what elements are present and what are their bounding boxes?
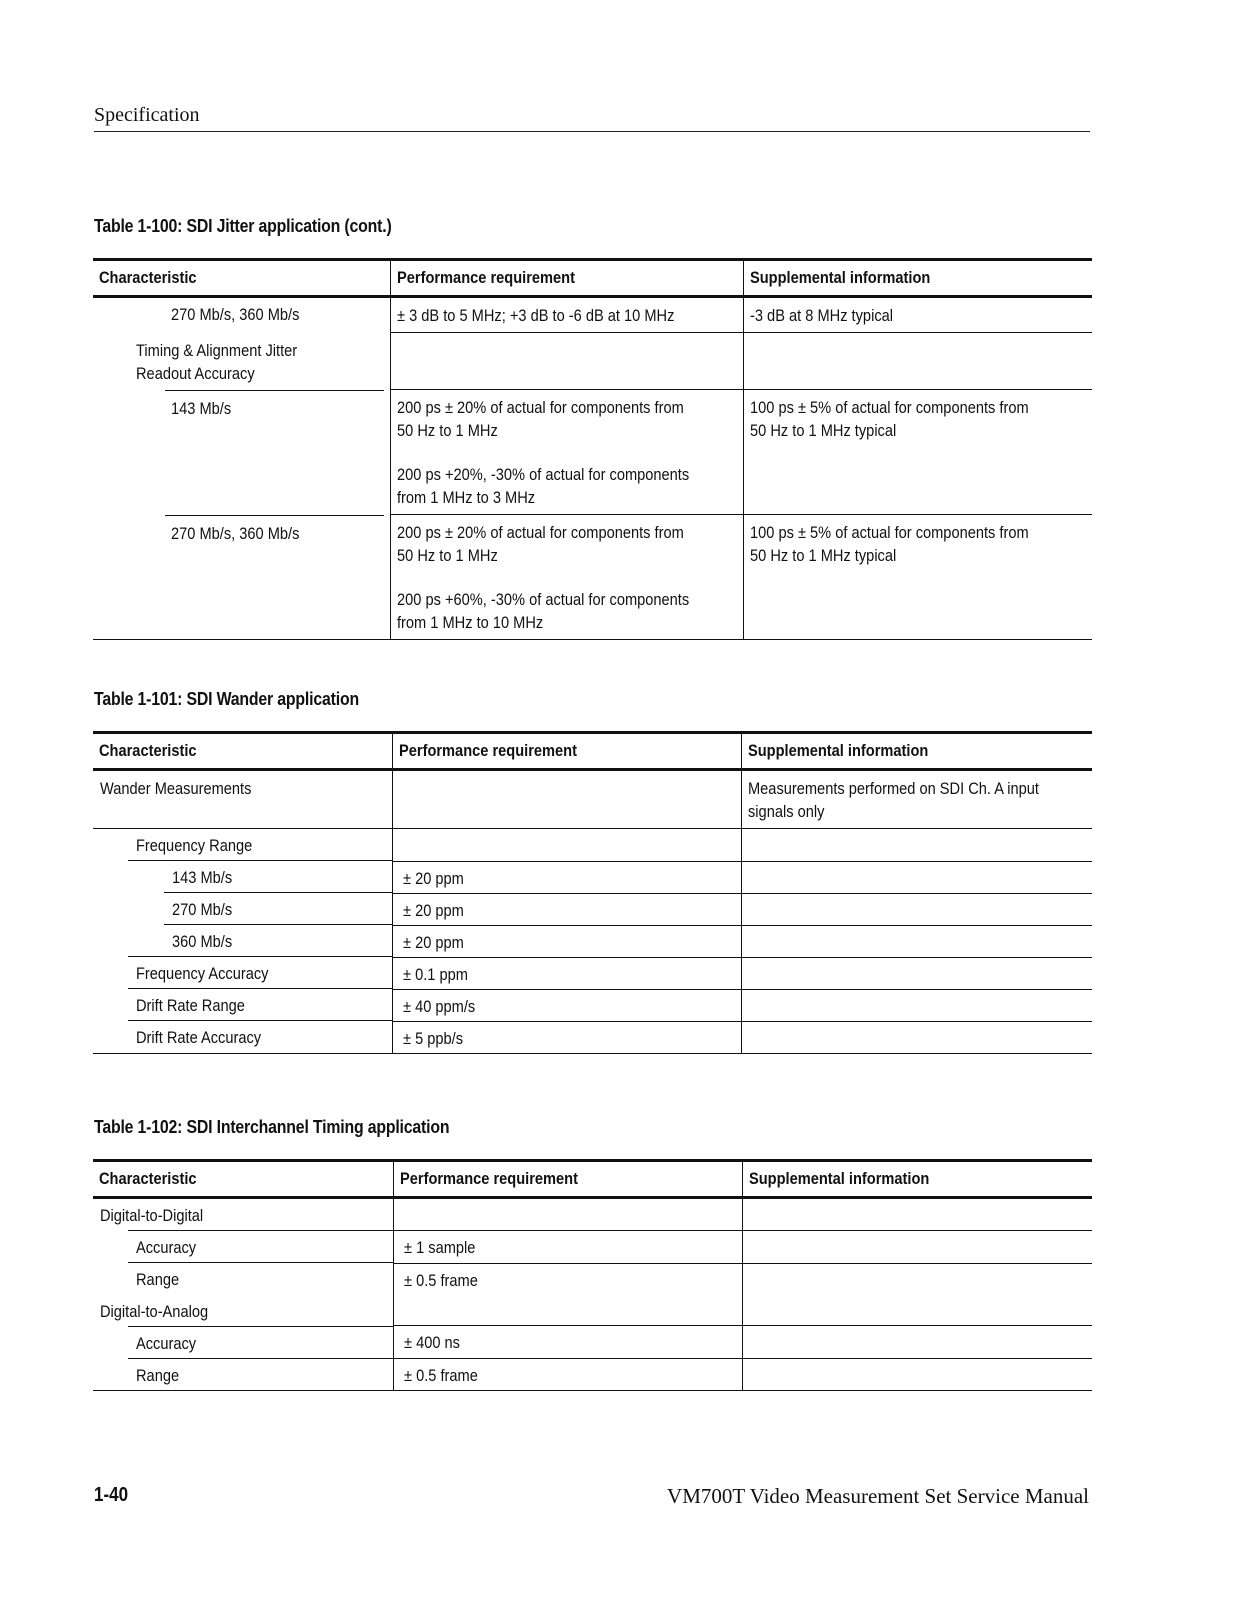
performance-cell: ± 0.5 frame [393,1359,743,1391]
table-row [93,1326,1092,1359]
characteristic-cell: Timing & Alignment Jitter Readout Accuracy [136,340,298,383]
table-row [93,333,1092,390]
supplemental-cell [743,1295,1092,1326]
characteristic-cell: Accuracy [93,1326,393,1359]
table-row [93,989,1092,1021]
table-title-wander: Table 1-101: SDI Wander application [94,689,359,709]
supplemental-cell [743,1359,1092,1391]
performance-cell: 200 ps ± 20% of actual for components from 50 Hz to 1 MHz 200 ps +20%, -30% of actual for components from 1 MHz to 3 MHz [390,390,743,515]
performance-cell [393,770,742,829]
characteristic-cell: 270 Mb/s [93,893,393,925]
performance-cell: ± 20 ppm [393,925,742,957]
table-row [93,861,1092,893]
supplemental-cell: 100 ps ± 5% of actual for components from 50 Hz to 1 MHz typical [743,390,1092,515]
table-header-row [93,733,1092,770]
table-row [93,1198,1092,1231]
characteristic-cell: Digital-to-Digital [100,1206,204,1225]
column-header-characteristic: Characteristic [93,1161,393,1198]
performance-cell: ± 0.5 frame [393,1263,743,1295]
supplemental-cell [741,1021,1092,1053]
manual-title: VM700T Video Measurement Set Service Manual [667,1484,1089,1508]
supplemental-cell: -3 dB at 8 MHz typical [743,297,1092,333]
characteristic-cell: Accuracy [93,1230,393,1263]
performance-cell: ± 20 ppm [393,893,742,925]
jitter-table [93,258,1092,640]
interchannel-table [93,1159,1092,1391]
characteristic-cell: 143 Mb/s [93,861,393,893]
table-row [93,829,1092,862]
column-header-performance: Performance requirement [393,733,742,770]
characteristic-cell: 270 Mb/s, 360 Mb/s [93,515,390,640]
column-header-characteristic: Characteristic [93,260,390,297]
supplemental-cell [741,925,1092,957]
table-row [93,1295,1092,1326]
column-header-supplemental: Supplemental information [743,260,1092,297]
characteristic-cell: Drift Rate Accuracy [93,1021,393,1053]
characteristic-cell: Wander Measurements [93,770,393,829]
performance-cell [393,829,742,862]
table-title-jitter: Table 1-100: SDI Jitter application (cont.) [94,216,392,236]
characteristic-cell: Range [93,1359,393,1391]
characteristic-cell: Digital-to-Analog [100,1301,209,1321]
table-header-row [93,1161,1092,1198]
performance-cell: ± 5 ppb/s [393,1021,742,1053]
table-row [93,1230,1092,1263]
characteristic-cell: Range [136,1270,180,1289]
supplemental-cell: 100 ps ± 5% of actual for components from 50 Hz to 1 MHz typical [743,515,1092,640]
table-row [93,893,1092,925]
header-rule [94,131,1090,132]
characteristic-cell: Drift Rate Range [93,989,393,1021]
supplemental-cell [743,1326,1092,1359]
supplemental-cell [741,829,1092,862]
column-header-characteristic: Characteristic [93,733,393,770]
table-header-row [93,260,1092,297]
supplemental-cell [741,989,1092,1021]
performance-cell: ± 1 sample [393,1230,743,1263]
column-header-performance: Performance requirement [390,260,743,297]
characteristic-cell: 360 Mb/s [93,925,393,957]
wander-table [93,731,1092,1054]
table-row [93,297,1092,333]
characteristic-cell: 143 Mb/s [93,390,390,515]
table-row [93,515,1092,640]
table-title-interchannel: Table 1-102: SDI Interchannel Timing application [94,1117,450,1137]
table-row [93,1359,1092,1391]
supplemental-cell [743,1263,1092,1295]
performance-cell: ± 20 ppm [393,861,742,893]
performance-cell [393,1198,743,1231]
table-row [93,925,1092,957]
table-row [93,1021,1092,1053]
table-row [93,770,1092,829]
column-header-performance: Performance requirement [393,1161,743,1198]
supplemental-cell: Measurements performed on SDI Ch. A input signals only [741,770,1092,829]
performance-cell: ± 3 dB to 5 MHz; +3 dB to -6 dB at 10 MHz [390,297,743,333]
supplemental-cell [741,893,1092,925]
supplemental-cell [741,957,1092,989]
supplemental-cell [741,861,1092,893]
column-header-supplemental: Supplemental information [743,1161,1092,1198]
performance-cell [393,1295,743,1326]
performance-cell [390,333,743,390]
characteristic-cell: 270 Mb/s, 360 Mb/s [171,305,300,324]
supplemental-cell [743,333,1092,390]
table-row [93,1263,1092,1295]
performance-cell: ± 40 ppm/s [393,989,742,1021]
page-number: 1-40 [94,1484,129,1506]
supplemental-cell [743,1230,1092,1263]
column-header-supplemental: Supplemental information [741,733,1092,770]
performance-cell: ± 400 ns [393,1326,743,1359]
page-header: Specification [94,104,200,126]
characteristic-cell: Frequency Accuracy [93,957,393,989]
supplemental-cell [743,1198,1092,1231]
characteristic-cell: Frequency Range [93,829,393,862]
table-row [93,390,1092,515]
performance-cell: ± 0.1 ppm [393,957,742,989]
table-row [93,957,1092,989]
performance-cell: 200 ps ± 20% of actual for components from 50 Hz to 1 MHz 200 ps +60%, -30% of actual for components from 1 MHz to 10 MHz [390,515,743,640]
